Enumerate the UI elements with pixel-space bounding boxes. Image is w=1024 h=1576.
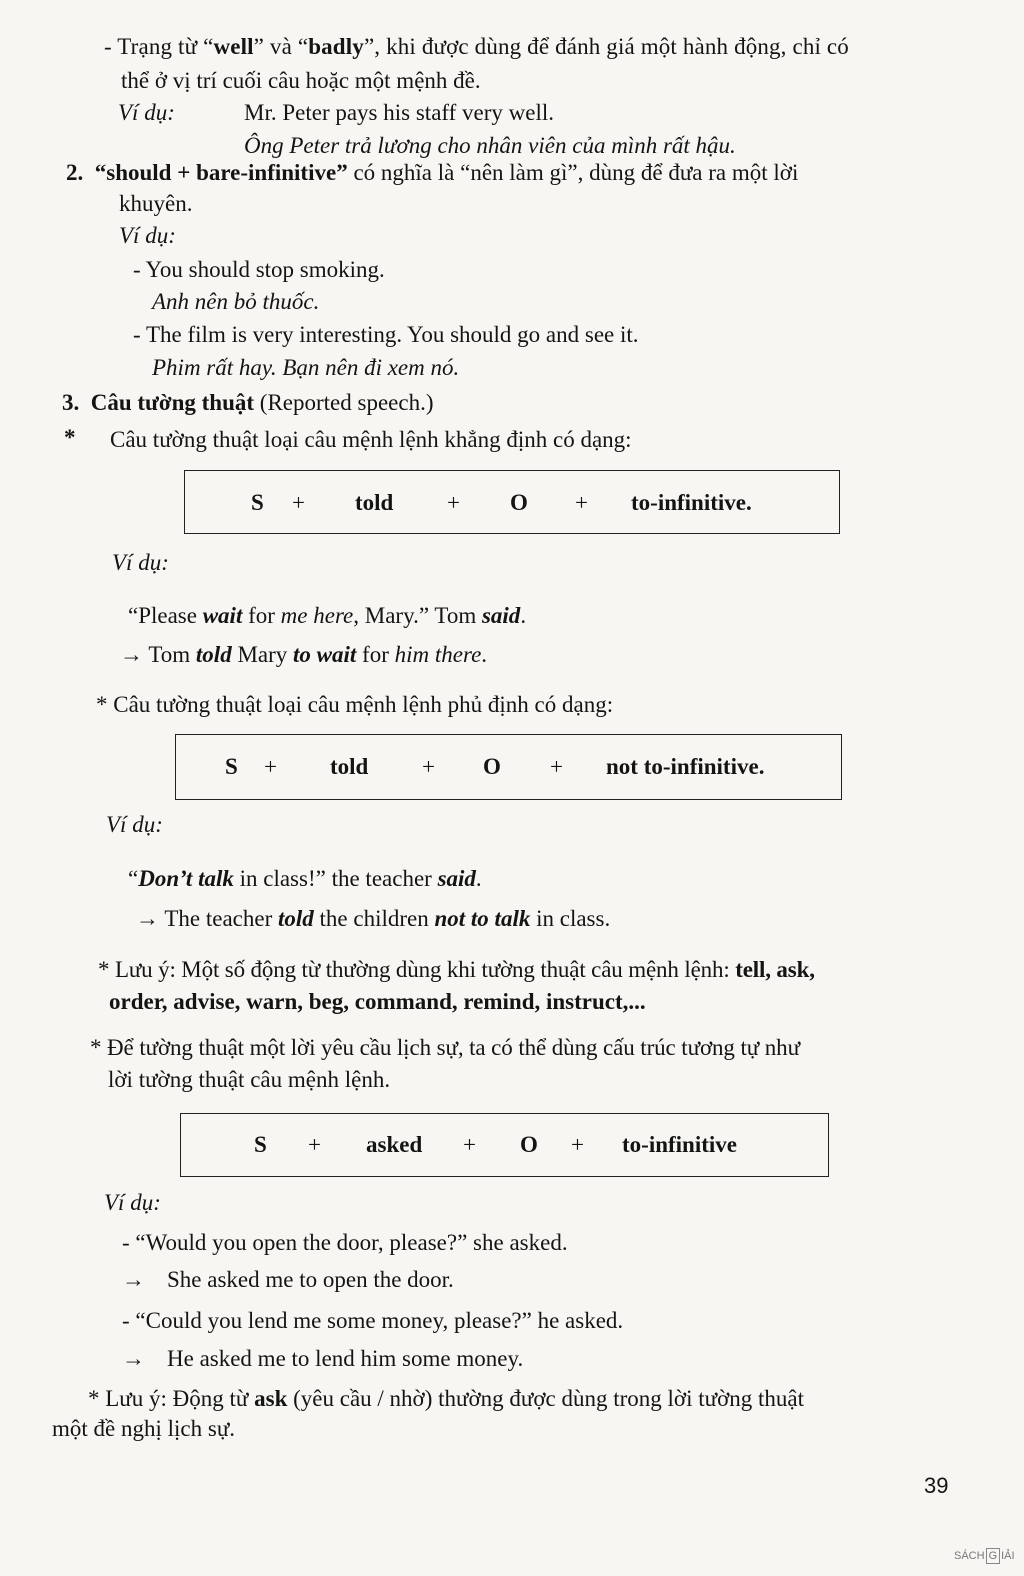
example-sentence: - You should stop smoking. bbox=[133, 257, 385, 282]
formula-object: O bbox=[510, 490, 528, 515]
arrow-right-icon: → bbox=[122, 1346, 145, 1371]
formula-object: O bbox=[520, 1132, 538, 1157]
example-label: Ví dụ: bbox=[106, 812, 163, 837]
text: IẢI bbox=[1001, 1550, 1015, 1562]
text: . bbox=[520, 603, 527, 628]
text: to wait bbox=[293, 642, 357, 667]
formula-verb: told bbox=[355, 490, 394, 515]
text: - Trạng từ “ bbox=[104, 34, 214, 59]
text: for bbox=[242, 603, 281, 628]
note-polite-line-1: * Để tường thuật một lời yêu cầu lịch sự, ta có thể dùng cấu trúc tương tự như bbox=[90, 1035, 800, 1060]
formula-box-not-to bbox=[175, 734, 842, 800]
text: told bbox=[277, 906, 314, 931]
text: * Lưu ý: Một số động từ thường dùng khi tường thuật câu mệnh lệnh: bbox=[98, 957, 736, 982]
formula-subject: S bbox=[225, 754, 238, 779]
text: The teacher bbox=[159, 906, 278, 931]
formula-plus: + bbox=[308, 1132, 321, 1157]
section-3-heading bbox=[62, 388, 434, 418]
example-reported-speech bbox=[136, 904, 610, 934]
formula-infinitive: not to-infinitive. bbox=[606, 754, 765, 779]
formula-plus: + bbox=[571, 1132, 584, 1157]
formula-infinitive: to-infinitive bbox=[622, 1132, 737, 1157]
section-2-line-2: khuyên. bbox=[119, 191, 193, 216]
note-polite-line-2: lời tường thuật câu mệnh lệnh. bbox=[108, 1067, 391, 1092]
text: Mary bbox=[231, 642, 294, 667]
example-direct-speech bbox=[128, 864, 482, 894]
formula-plus: + bbox=[422, 754, 435, 779]
example-reported-speech bbox=[122, 1344, 523, 1374]
text: in class. bbox=[530, 906, 611, 931]
note-verbs-line-2: order, advise, warn, beg, command, remind, instruct,... bbox=[109, 989, 646, 1014]
bullet-star: * bbox=[64, 425, 76, 450]
formula-infinitive: to-infinitive. bbox=[631, 490, 752, 515]
formula-plus: + bbox=[550, 754, 563, 779]
text: Don’t talk bbox=[138, 866, 234, 891]
text: told bbox=[195, 642, 232, 667]
text: tell, ask, bbox=[735, 957, 815, 982]
text: said bbox=[481, 603, 521, 628]
section-title: Câu tường thuật bbox=[90, 390, 255, 415]
text: ”, khi được dùng để đánh giá một hành động, chỉ có bbox=[363, 34, 849, 59]
text: * Lưu ý: Động từ bbox=[88, 1386, 255, 1411]
section-number: 3. bbox=[62, 390, 80, 415]
text: him there bbox=[394, 642, 482, 667]
text: (Reported speech.) bbox=[254, 390, 434, 415]
formula-plus: + bbox=[575, 490, 588, 515]
formula-object: O bbox=[483, 754, 501, 779]
arrow-right-icon: → bbox=[136, 906, 159, 931]
text: said bbox=[437, 866, 476, 891]
formula-plus: + bbox=[264, 754, 277, 779]
text: . bbox=[475, 866, 482, 891]
example-reported-speech bbox=[120, 640, 487, 670]
text: wait bbox=[202, 603, 243, 628]
formula-subject: S bbox=[251, 490, 264, 515]
example-direct-speech: - “Would you open the door, please?” she asked. bbox=[122, 1230, 568, 1255]
note-verbs-line-1 bbox=[98, 955, 815, 985]
formula-verb: asked bbox=[366, 1132, 423, 1157]
text: , Mary.” Tom bbox=[353, 603, 482, 628]
example-label: Ví dụ: bbox=[119, 223, 176, 248]
text: “Please bbox=[128, 603, 203, 628]
formula-box-told bbox=[184, 470, 840, 534]
section-number: 2. bbox=[66, 160, 84, 185]
keyword-well: well bbox=[213, 34, 254, 59]
page-number: 39 bbox=[924, 1473, 949, 1498]
example-direct-speech: - “Could you lend me some money, please?” he asked. bbox=[122, 1308, 624, 1333]
adverb-rule-line-1 bbox=[104, 32, 849, 62]
text: (yêu cầu / nhờ) thường được dùng trong lời tường thuật bbox=[287, 1386, 804, 1411]
example-translation: Anh nên bỏ thuốc. bbox=[152, 289, 320, 314]
text: the children bbox=[313, 906, 435, 931]
section-title: “should + bare-infinitive” bbox=[94, 160, 348, 185]
example-reported-speech bbox=[122, 1265, 454, 1295]
text: . bbox=[481, 642, 488, 667]
example-translation: Ông Peter trả lương cho nhân viên của mình rất hậu. bbox=[244, 133, 736, 158]
text: He asked me to lend him some money. bbox=[167, 1346, 524, 1371]
formula-plus: + bbox=[292, 490, 305, 515]
affirmative-rule: Câu tường thuật loại câu mệnh lệnh khẳng định có dạng: bbox=[110, 427, 632, 452]
text: me here bbox=[280, 603, 354, 628]
watermark-logo bbox=[954, 1548, 1015, 1564]
formula-subject: S bbox=[254, 1132, 267, 1157]
text: for bbox=[356, 642, 395, 667]
example-translation: Phim rất hay. Bạn nên đi xem nó. bbox=[152, 355, 460, 380]
arrow-right-icon: → bbox=[122, 1267, 145, 1292]
section-2-heading bbox=[66, 158, 798, 188]
formula-box-asked bbox=[180, 1113, 829, 1177]
text: She asked me to open the door. bbox=[167, 1267, 454, 1292]
text: in class!” the teacher bbox=[233, 866, 438, 891]
keyword-badly: badly bbox=[308, 34, 364, 59]
note-ask-line-1 bbox=[88, 1384, 804, 1414]
text: có nghĩa là “nên làm gì”, dùng để đưa ra một lời bbox=[347, 160, 799, 185]
example-label: Ví dụ: bbox=[118, 100, 175, 125]
formula-plus: + bbox=[447, 490, 460, 515]
text: not to talk bbox=[434, 906, 531, 931]
example-label: Ví dụ: bbox=[104, 1190, 161, 1215]
adverb-rule-line-2: thể ở vị trí cuối câu hoặc một mệnh đề. bbox=[121, 68, 481, 93]
text: Tom bbox=[143, 642, 196, 667]
note-ask-line-2: một đề nghị lịch sự. bbox=[52, 1416, 236, 1441]
example-sentence: Mr. Peter pays his staff very well. bbox=[244, 100, 555, 125]
example-label: Ví dụ: bbox=[112, 550, 169, 575]
formula-verb: told bbox=[330, 754, 369, 779]
text: ask bbox=[254, 1386, 288, 1411]
text: ” và “ bbox=[253, 34, 309, 59]
text: “ bbox=[128, 866, 139, 891]
negative-rule: * Câu tường thuật loại câu mệnh lệnh phủ định có dạng: bbox=[96, 692, 614, 717]
text: G bbox=[986, 1548, 1001, 1564]
arrow-right-icon: → bbox=[120, 642, 143, 667]
example-direct-speech bbox=[128, 601, 526, 631]
formula-plus: + bbox=[463, 1132, 476, 1157]
text: SÁCH bbox=[954, 1550, 985, 1562]
example-sentence: - The film is very interesting. You should go and see it. bbox=[133, 322, 639, 347]
